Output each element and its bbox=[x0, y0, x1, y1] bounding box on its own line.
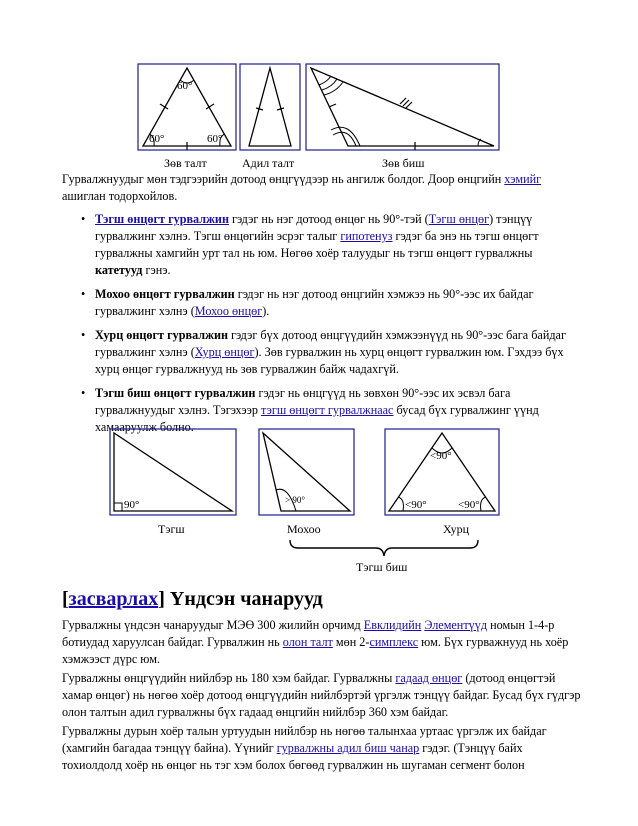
text: гэдэг ба энэ нь тэгш өнцөгт гурвалжны хамгийн урт тал нь юм. Нөгөө хоёр талуудыг нь тэгш өнцөгт гурвалжны bbox=[95, 229, 539, 260]
link-triangle-inequality[interactable]: гурвалжны адил биш чанар bbox=[276, 741, 420, 755]
link-hypotenuse[interactable]: гипотенуз bbox=[340, 229, 393, 243]
edit-link[interactable]: засварлах bbox=[68, 588, 159, 610]
label-lt-90-left: <90° bbox=[405, 499, 427, 511]
text: Гурвалжны үндсэн чанаруудыг МЭӨ 300 жилийн орчимд bbox=[62, 618, 364, 632]
text: ) тэнцүү гурвалжинг хэлнэ. Тэгш өнцөгийн эсрэг талыг bbox=[95, 212, 533, 243]
label-gt-90: > 90° bbox=[285, 495, 305, 505]
text: номын 1-4-р ботиудад харуулсан байдаг. Гурвалжин нь bbox=[62, 618, 555, 649]
bracket-open: [ bbox=[62, 588, 69, 610]
section-heading bbox=[62, 587, 323, 611]
term-catheti: катетууд bbox=[95, 263, 143, 277]
term-oblique-triangle: Тэгш биш өнцөгт гурвалжин bbox=[95, 386, 256, 400]
term-acute-triangle: Хурц өнцөгт гурвалжин bbox=[95, 328, 228, 342]
label-lt-90-top: <90° bbox=[430, 450, 452, 462]
text: мөн 2- bbox=[332, 635, 370, 649]
link-obtuse-angle[interactable]: Мохоо өнцөг bbox=[194, 304, 263, 318]
caption-oblique: Тэгш биш bbox=[356, 560, 408, 574]
link-exterior-angle[interactable]: гадаад өнцөг bbox=[395, 671, 463, 685]
text: ). bbox=[262, 304, 270, 318]
angle-label-top: 60° bbox=[177, 80, 193, 92]
link-right-triangle[interactable]: Тэгш өнцөгт гурвалжин bbox=[95, 212, 229, 226]
link-simplex[interactable]: симплекс bbox=[369, 635, 419, 649]
link-acute-angle[interactable]: Хурц өнцөг bbox=[194, 345, 255, 359]
text: бусад бүх гурвалжинг үүнд хамааруулж болно. bbox=[95, 403, 539, 434]
text: гэдэг нь өнцгүүд нь зөвхөн 90°-ээс их эсвэл бага гурвалжнуудыг хэлнэ. Тэгэхээр bbox=[95, 386, 511, 417]
text: Гурвалжны өнцгүүдийн нийлбэр нь 180 хэм байдаг. Гурвалжны bbox=[62, 671, 396, 685]
text: гэнэ. bbox=[142, 263, 171, 277]
paragraph-properties-2 bbox=[62, 670, 582, 721]
text: гэдэг бүх дотоод өнцгүүдийн хэмжээнүүд нь 90°-ээс бага байдаг гурвалжинг хэлнэ ( bbox=[95, 328, 566, 359]
text: Гурвалжны дурын хоёр талын уртуудын нийлбэр нь нөгөө талынхаа уртаас үргэлж их байдаг (хамгийн багадаа тэнцүү байна). Үүнийг bbox=[62, 724, 547, 755]
label-lt-90-right: <90° bbox=[458, 499, 480, 511]
brace bbox=[290, 540, 478, 556]
link-hem[interactable]: хэмийг bbox=[504, 172, 542, 186]
paragraph-properties-3 bbox=[62, 723, 582, 774]
label-90: 90° bbox=[124, 499, 140, 511]
intro-text-2: ашиглан тодорхойлов. bbox=[62, 189, 178, 203]
angle-label-left: 60° bbox=[149, 133, 165, 145]
text: юм. Бүх гурважнууд нь хоёр хэмжээст дүрс юм. bbox=[62, 635, 569, 666]
text: гэдэг нь нэг дотоод өнцөг нь 90°-тэй ( bbox=[228, 212, 429, 226]
caption-right: Тэгш bbox=[158, 522, 185, 536]
angle-label-right: 60° bbox=[207, 133, 223, 145]
caption-acute: Хурц bbox=[443, 522, 470, 536]
section-title: Үндсэн чанарууд bbox=[164, 588, 323, 610]
paragraph-properties-1 bbox=[62, 617, 582, 668]
link-elements[interactable]: Элементүүд bbox=[424, 618, 488, 632]
caption-scalene: Зөв биш bbox=[382, 156, 425, 170]
acute-triangle-figure bbox=[385, 429, 499, 515]
link-euclid[interactable]: Евклидийн bbox=[363, 618, 422, 632]
obtuse-triangle-figure bbox=[259, 429, 354, 515]
link-polygon[interactable]: олон талт bbox=[282, 635, 333, 649]
text: гэдэг. (Тэнцүү байх тохиолдолд хоёр нь өнцөг нь тэг хэм болох бөгөөд гурвалжин нь шугаман сегмент болон bbox=[62, 741, 525, 772]
caption-obtuse: Мохоо bbox=[287, 522, 321, 536]
term-obtuse-triangle: Мохоо өнцөгт гурвалжин bbox=[95, 287, 235, 301]
text: (дотоод өнцөгтэй хамар өнцөг) нь нөгөө хоёр дотоод өнцгүүдийн нийлбэртэй үргэлж тэнцүү байдаг. Бусад бүх гүдгэр олон талтын адил гурвалжны бүх гадаад өнцгийн нийлбэр 360 хэм байдаг. bbox=[62, 671, 581, 719]
caption-equilateral: Зөв талт bbox=[164, 156, 207, 170]
bracket-close: ] bbox=[158, 588, 165, 610]
right-triangle-figure bbox=[110, 429, 236, 515]
link-right-triangle-2[interactable]: тэгш өнцөгт гурвалжнаас bbox=[261, 403, 394, 417]
text: гэдэг нь нэг дотоод өнцгийн хэмжээ нь 90°-ээс их байдаг гурвалжинг хэлнэ ( bbox=[95, 287, 534, 318]
text: ). Зөв гурвалжин нь хурц өнцөгт гурвалжин юм. Гэхдээ бүх хурц өнцөг гурвалжнууд нь зөв гурвалжин байж чадахгүй. bbox=[95, 345, 564, 376]
intro-text-1: Гурвалжнуудыг мөн тэдгээрийн дотоод өнцгүүдээр нь ангилж болдог. Доор өнцгийн bbox=[62, 172, 505, 186]
caption-isosceles: Адил талт bbox=[242, 156, 295, 170]
link-right-angle[interactable]: Тэгш өнцөг bbox=[428, 212, 490, 226]
